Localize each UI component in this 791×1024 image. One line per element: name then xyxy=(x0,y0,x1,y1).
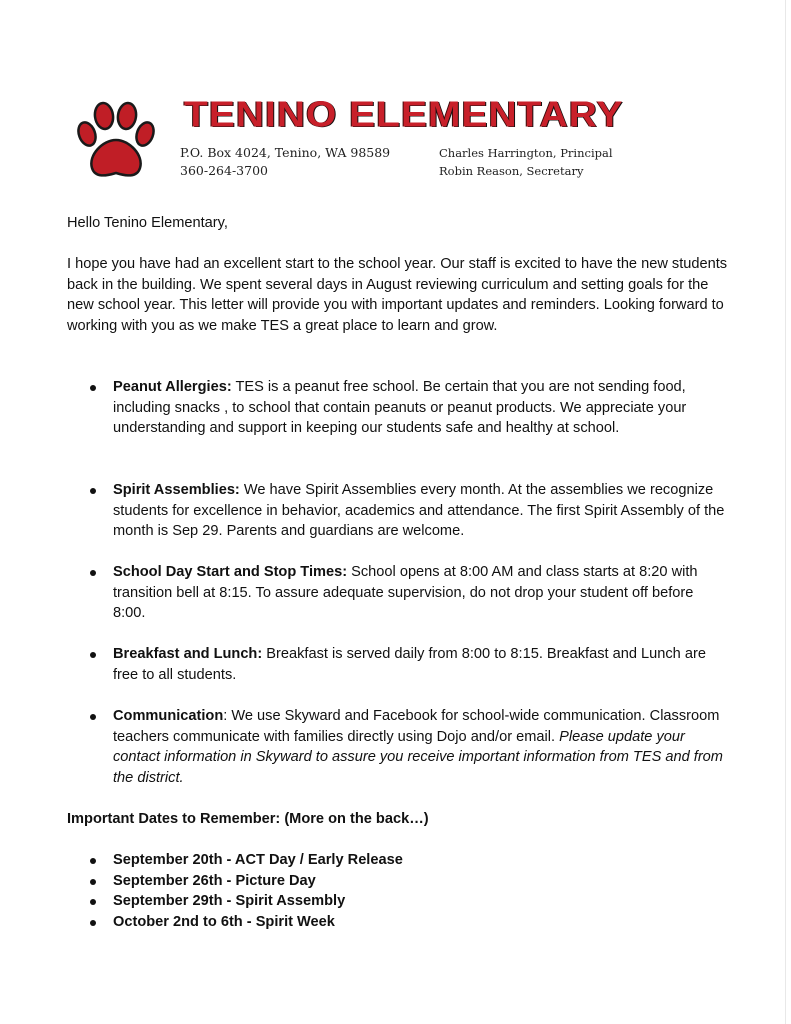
update-item-communication xyxy=(67,706,727,788)
date-text: September 26th - Picture Day xyxy=(113,872,316,889)
date-text: September 20th - ACT Day / Early Release xyxy=(113,852,403,868)
update-item-school-times xyxy=(67,562,727,624)
paw-print-icon xyxy=(74,100,158,182)
bullet-dot xyxy=(90,488,96,494)
contact-block xyxy=(180,144,390,180)
bullet-dot xyxy=(90,858,96,864)
update-title: Breakfast and Lunch: xyxy=(113,646,263,662)
update-italic-text: Please update your contact information in Skyward to assure you receive important information from TES and from the district. xyxy=(113,728,723,786)
school-address: P.O. Box 4024, Tenino, WA 98589 xyxy=(180,145,391,160)
page-edge xyxy=(785,0,786,1024)
date-text: September 29th - Spirit Assembly xyxy=(113,893,346,910)
update-item-breakfast-lunch xyxy=(67,644,727,685)
update-title: School Day Start and Stop Times: xyxy=(113,564,348,580)
bullet-dot xyxy=(90,920,96,926)
date-item xyxy=(67,912,727,933)
dates-heading: Important Dates to Remember: (More on the back…) xyxy=(67,811,429,827)
update-text: We have Spirit Assemblies every month. At the assemblies we recognize students for excellence in behavior, academics and attendance. The first Spirit Assembly of the month is Sep 29. Parents and guardians are welcome. xyxy=(113,482,725,540)
bullet-dot xyxy=(90,652,96,658)
update-list xyxy=(67,644,727,685)
bullet-dot xyxy=(90,899,96,905)
greeting: Hello Tenino Elementary, xyxy=(67,215,228,231)
update-list xyxy=(67,480,727,542)
update-title: Spirit Assemblies: xyxy=(113,482,240,498)
update-item-spirit-assemblies xyxy=(67,480,727,542)
update-text: : We use Skyward and Facebook for school-wide communication. Classroom teachers communicate with families directly using Dojo and/or email. xyxy=(113,708,720,745)
bullet-dot xyxy=(90,879,96,885)
bullet-dot xyxy=(90,385,96,391)
principal-name: Charles Harrington, Principal xyxy=(439,146,613,160)
bullet-dot xyxy=(90,714,96,720)
date-text: October 2nd to 6th - Spirit Week xyxy=(113,913,335,930)
school-phone: 360-264-3700 xyxy=(180,163,268,178)
staff-block xyxy=(439,144,613,180)
update-text: School opens at 8:00 AM and class starts at 8:20 with transition bell at 8:15. To assure adequate supervision, do not drop your student off before 8:00. xyxy=(113,564,698,622)
date-item xyxy=(67,891,727,912)
update-list xyxy=(67,377,727,439)
secretary-name: Robin Reason, Secretary xyxy=(439,164,584,178)
update-list xyxy=(67,562,727,624)
dates-list xyxy=(67,850,727,932)
date-item xyxy=(67,871,727,892)
update-list xyxy=(67,706,727,788)
update-text: TES is a peanut free school. Be certain that you are not sending food, including snacks , to school that contain peanuts or peanut products. We appreciate your understanding and support in keeping our students safe and healthy at school. xyxy=(113,379,687,437)
update-text: Breakfast is served daily from 8:00 to 8:15. Breakfast and Lunch are free to all students. xyxy=(113,646,706,683)
update-item-peanut-allergies xyxy=(67,377,727,439)
update-title: Peanut Allergies: xyxy=(113,379,232,395)
bullet-dot xyxy=(90,570,96,576)
school-name: TENINO ELEMENTARY xyxy=(184,95,624,135)
update-title: Communication xyxy=(113,708,224,724)
intro-paragraph: I hope you have had an excellent start to the school year. Our staff is excited to have the new students back in the building. We spent several days in August reviewing curriculum and setting goals for the new school year. This letter will provide you with important updates and reminders. Looking forward to working with you as we make TES a great place to learn and grow. xyxy=(67,256,728,334)
date-item xyxy=(67,850,727,871)
